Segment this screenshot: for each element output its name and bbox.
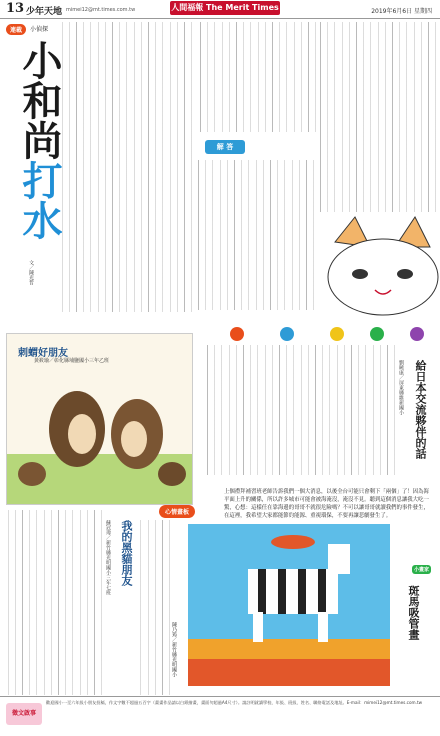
friend-byline: 蘇冠瑋／新竹縣光明國小三年七班 [105,520,111,595]
friend-text-column [6,510,102,695]
serial-category: 小偵探 [30,26,49,33]
friend-text-column [134,520,170,695]
story-byline: 文／陳光哲 [28,260,34,285]
serial-tag: 連載 [6,24,26,35]
zebra-tag: 小畫家 [414,567,430,573]
page-number: 13 [6,1,25,16]
submission-tag: 徵文啟事 [6,703,42,725]
dot-icon [280,327,294,341]
section-title: 少年天地 [26,7,63,17]
submission-notice: 歡迎國小一至六年級小朋友投稿，作文字數不超過五百字（畫畫作品請以白紙繪畫，畫面勿超過A4尺寸）。請註明就讀學校、年級、班級、姓名、聯絡電話及地址。E-mail：mimei12@mt.times.com.tw [46,700,423,705]
letter-byline: 劉曉康／屏東縣維新國小 [398,360,404,415]
dot-icon [410,327,424,341]
letter-text-column [205,345,395,475]
story-title-accent: 打水 [16,160,63,240]
story-title-main: 小和尚 [16,40,63,160]
zebra-title: 斑馬吸管畫 [407,585,420,640]
friend-title: 我的黑貓朋友 [120,520,133,586]
dot-icon [230,327,244,341]
letter-title: 給日本交流夥伴的話 [414,360,427,459]
answer-text-column [196,160,314,310]
newspaper-logo: 人間福報 The Merit Times [170,1,280,15]
story-title [6,40,62,240]
story-text-column [318,22,436,212]
dot-icon [330,327,344,341]
zebra-byline: 陳乃筠／新竹縣光明國小 [171,622,177,677]
dot-icon [370,327,384,341]
answer-label: 解 答 [205,140,245,154]
story-text-column [196,22,316,132]
cat-illustration [315,212,440,322]
site-link[interactable]: mimei12@mt.times.com.tw [66,7,136,13]
heart-message: 上個禮拜補習班老師告訴我們一個大消息，以後全台可能只會剩下「兩個」了！因為海平面上升的關係，所以許多城市可能會被海淹沒，淹沒不見。聽到這個消息讓我大吃一驚，心想：這樣任在靠海邊的哥哥不就很危險嗎？不可以讓哥哥就讀我們的事件發生，在這裡，我希望大家都能節約能源、重視環保，不要再讓悲劇發生了。 [224,489,429,519]
zebra-straw-art [188,524,390,686]
story-text-column [62,22,192,312]
drawing-title: 刺蝟好朋友 [18,348,68,359]
drawing-byline: 黃筱瑜／彰化縣埔鹽國小三年乙班 [34,358,110,364]
heart-board-tag: 心情畫板 [159,505,195,518]
issue-date: 2019年6月6日 星期四 [371,8,432,15]
